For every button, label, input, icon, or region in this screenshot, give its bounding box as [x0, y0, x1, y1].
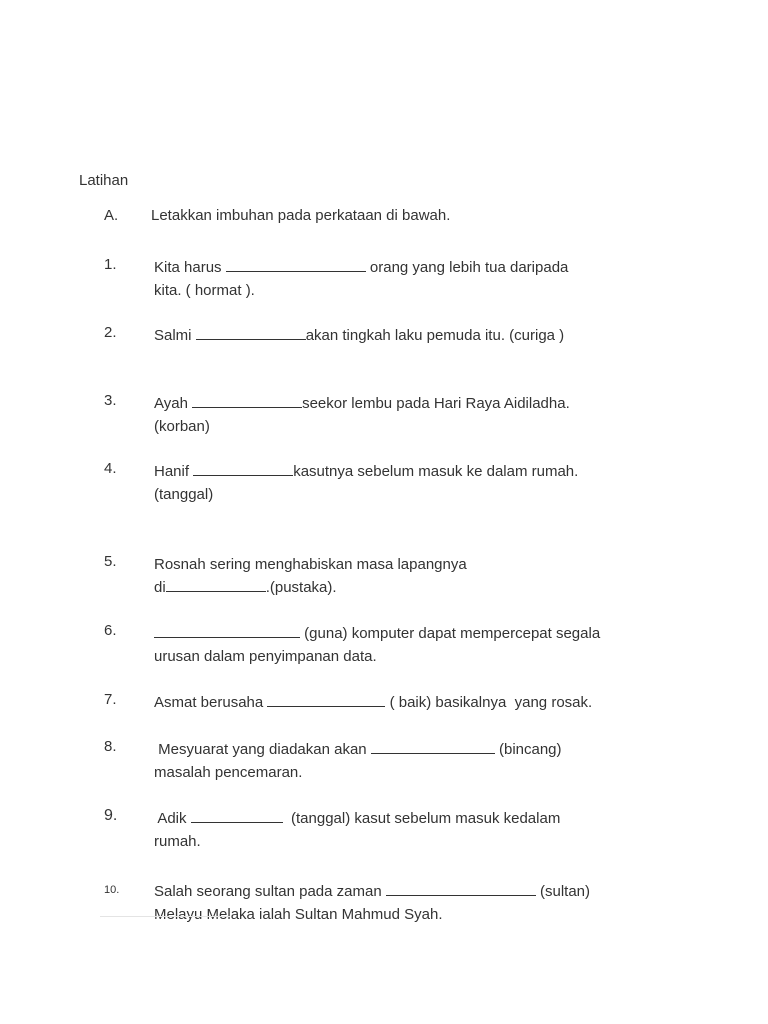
question-text-segment: Adik	[154, 810, 191, 827]
question-line	[154, 460, 694, 483]
question-line	[154, 880, 694, 903]
question-line	[154, 392, 694, 415]
question-line	[154, 279, 694, 302]
worksheet-heading: Latihan	[79, 172, 129, 189]
question-text-segment: kita. ( hormat ).	[154, 282, 255, 299]
question-text-segment: (tanggal)	[154, 486, 214, 503]
answer-blank	[192, 393, 302, 408]
answer-blank	[193, 461, 293, 476]
question-text-segment: (guna) komputer dapat mempercepat segala	[300, 625, 601, 642]
question-text-segment: urusan dalam penyimpanan data.	[154, 648, 377, 665]
question-line	[154, 761, 694, 784]
question-number: 10.	[104, 884, 120, 896]
question-number: 5.	[104, 553, 117, 570]
question-text-segment: Hanif	[154, 463, 194, 480]
question-number: 3.	[104, 392, 117, 409]
answer-blank	[371, 739, 495, 754]
question-text	[154, 738, 694, 784]
question-text-segment: Asmat berusaha	[154, 694, 268, 711]
question-number: 2.	[104, 324, 117, 341]
question-line	[154, 738, 694, 761]
question-number: 1.	[104, 256, 117, 273]
question-number: 7.	[104, 691, 117, 708]
question-text-segment: akan tingkah laku pemuda itu. (curiga )	[305, 327, 565, 344]
section-letter: A.	[104, 207, 119, 224]
answer-blank	[386, 881, 536, 896]
question-text	[154, 880, 694, 926]
question-text-segment: Melayu Melaka ialah Sultan Mahmud Syah.	[154, 906, 443, 923]
question-text	[154, 807, 694, 853]
answer-blank	[166, 577, 266, 592]
question-line	[154, 483, 694, 506]
question-text-segment: Salmi	[154, 327, 196, 344]
question-text-segment: Salah seorang sultan pada zaman	[154, 883, 386, 900]
question-text	[154, 460, 694, 506]
section-instruction: Letakkan imbuhan pada perkataan di bawah.	[151, 207, 451, 224]
question-number: 4.	[104, 460, 117, 477]
question-line	[154, 645, 694, 668]
question-number: 6.	[104, 622, 117, 639]
question-text-segment: orang yang lebih tua daripada	[365, 259, 569, 276]
question-text-segment: ( baik) basikalnya yang rosak.	[385, 694, 593, 711]
question-line	[154, 807, 694, 830]
question-line	[154, 622, 694, 645]
question-line	[154, 830, 694, 853]
question-number: 8.	[104, 738, 117, 755]
footer-divider	[100, 916, 230, 917]
question-line	[154, 553, 694, 576]
answer-blank	[226, 257, 366, 272]
question-text-segment: (korban)	[154, 418, 210, 435]
answer-blank	[267, 692, 385, 707]
question-text-segment: masalah pencemaran.	[154, 764, 303, 781]
question-text-segment: di	[154, 579, 166, 596]
question-line	[154, 576, 694, 599]
question-line	[154, 415, 694, 438]
question-text-segment: Kita harus	[154, 259, 226, 276]
question-text-segment: seekor lembu pada Hari Raya Aidiladha.	[302, 395, 570, 412]
question-text-segment: kasutnya sebelum masuk ke dalam rumah.	[293, 463, 579, 480]
question-text-segment: (bincang)	[494, 741, 562, 758]
question-text	[154, 324, 694, 347]
question-text	[154, 256, 694, 302]
question-line	[154, 324, 694, 347]
question-text-segment: rumah.	[154, 833, 201, 850]
answer-blank	[154, 623, 300, 638]
question-text	[154, 691, 694, 714]
question-line	[154, 903, 694, 926]
question-text-segment: (sultan)	[535, 883, 591, 900]
question-text-segment: Rosnah sering menghabiskan masa lapangnya	[154, 556, 467, 573]
question-text	[154, 392, 694, 438]
question-text-segment: Ayah	[154, 395, 193, 412]
question-text	[154, 622, 694, 668]
question-text-segment: .(pustaka).	[265, 579, 337, 596]
question-text	[154, 553, 694, 599]
question-text-segment: Mesyuarat yang diadakan akan	[154, 741, 371, 758]
question-number: 9.	[104, 807, 118, 824]
question-line	[154, 691, 694, 714]
question-line	[154, 256, 694, 279]
question-text-segment: (tanggal) kasut sebelum masuk kedalam	[282, 810, 561, 827]
answer-blank	[196, 325, 306, 340]
answer-blank	[191, 808, 283, 823]
